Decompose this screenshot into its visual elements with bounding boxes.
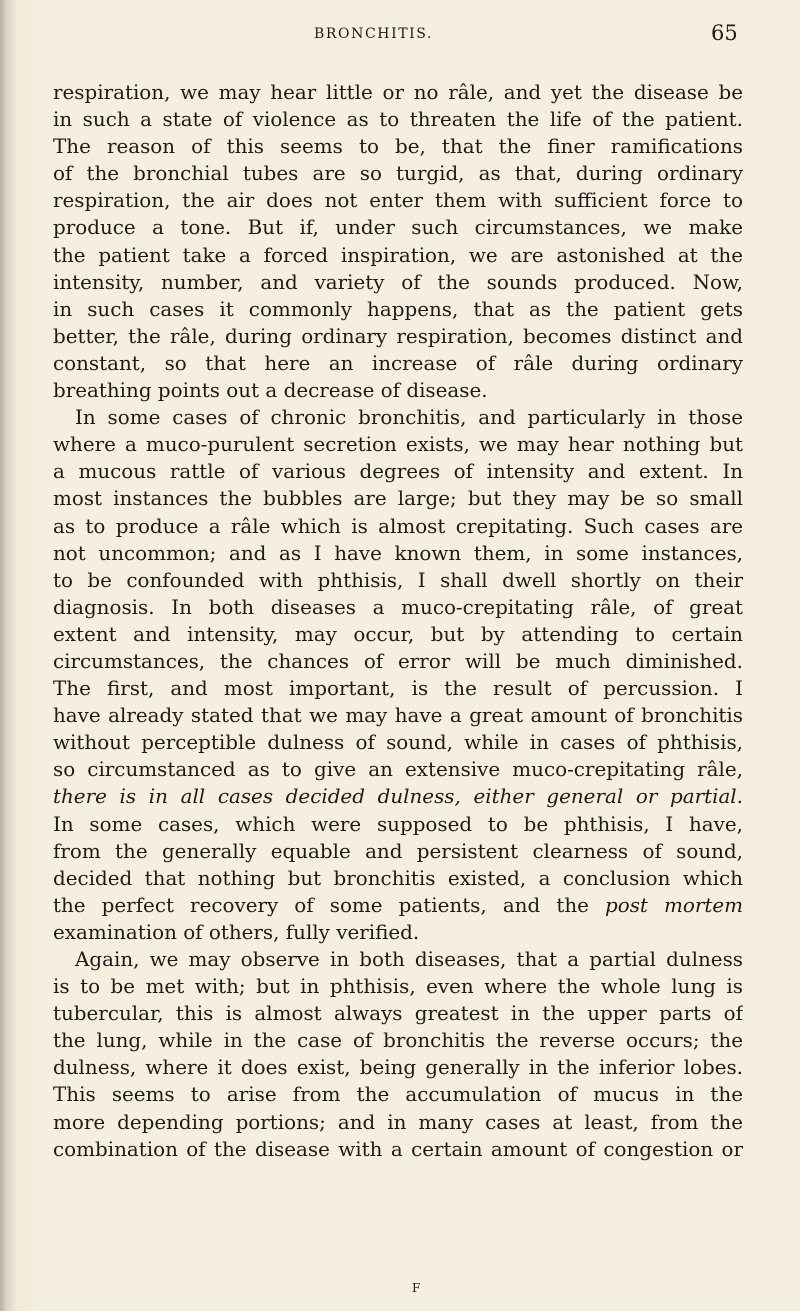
text-line: of the bronchial tubes are so turgid, as that, during ordinary: [53, 162, 743, 186]
page-number: 65: [711, 21, 738, 45]
text-span: the perfect recovery of some patients, and the: [53, 893, 589, 917]
text-line: a mucous rattle of various degrees of intensity and extent. In: [53, 460, 743, 484]
text-line: This seems to arise from the accumulation of mucus in the: [53, 1083, 743, 1107]
text-line: without perceptible dulness of sound, while in cases of phthisis,: [53, 731, 743, 755]
text-line-with-italic: [53, 892, 743, 919]
text-line: as to produce a râle which is almost crepitating. Such cases are: [53, 514, 743, 538]
text-line: extent and intensity, may occur, but by attending to certain: [53, 622, 743, 646]
text-line: combination of the disease with a certain amount of congestion or: [53, 1137, 743, 1161]
text-line: dulness, where it does exist, being generally in the inferior lobes.: [53, 1056, 743, 1080]
text-line: constant, so that here an increase of râle during ordinary: [53, 351, 743, 375]
text-line: so circumstanced as to give an extensive muco-crepitating râle,: [53, 758, 743, 782]
text-line: in such cases it commonly happens, that as the patient gets: [53, 297, 743, 321]
text-line: produce a tone. But if, under such circumstances, we make: [53, 216, 743, 240]
text-line: The first, and most important, is the result of percussion. I: [53, 677, 743, 701]
text-line: In some cases, which were supposed to be phthisis, I have,: [53, 812, 743, 836]
body-text: [53, 79, 743, 1163]
text-line: to be confounded with phthisis, I shall dwell shortly on their: [53, 568, 743, 592]
text-line: the patient take a forced inspiration, we are astonished at the: [53, 243, 743, 267]
text-line: The reason of this seems to be, that the finer ramifications: [53, 135, 743, 159]
text-line: is to be met with; but in phthisis, even where the whole lung is: [53, 975, 743, 999]
text-line: more depending portions; and in many cases at least, from the: [53, 1110, 743, 1134]
text-line: where a muco-purulent secretion exists, we may hear nothing but: [53, 433, 743, 457]
text-line: respiration, the air does not enter them with sufficient force to: [53, 189, 743, 213]
text-line: in such a state of violence as to threaten the life of the patient.: [53, 108, 743, 132]
paragraph-start-line: Again, we may observe in both diseases, that a partial dulness: [75, 948, 743, 971]
running-head: [0, 20, 800, 50]
text-line: better, the râle, during ordinary respiration, becomes distinct and: [53, 324, 743, 348]
italic-phrase: post mortem: [605, 893, 743, 917]
text-line: decided that nothing but bronchitis existed, a conclusion which: [53, 866, 743, 890]
text-line: not uncommon; and as I have known them, in some instances,: [53, 541, 743, 565]
text-line: examination of others, fully verified.: [53, 920, 420, 944]
text-line: intensity, number, and variety of the sounds produced. Now,: [53, 270, 743, 294]
signature-mark: F: [412, 1281, 421, 1295]
text-line: from the generally equable and persistent clearness of sound,: [53, 839, 743, 863]
running-title: BRONCHITIS.: [314, 26, 434, 42]
text-line: respiration, we may hear little or no râle, and yet the disease be: [53, 81, 743, 104]
italic-emphasis-line: there is in all cases decided dulness, either general or partial.: [53, 785, 743, 809]
paragraph-start-line: In some cases of chronic bronchitis, and particularly in those: [75, 406, 743, 430]
text-line: circumstances, the chances of error will be much diminished.: [53, 649, 743, 673]
text-line: breathing points out a decrease of disease.: [53, 379, 488, 403]
text-line: tubercular, this is almost always greatest in the upper parts of: [53, 1002, 743, 1026]
text-line: the lung, while in the case of bronchitis the reverse occurs; the: [53, 1029, 743, 1053]
text-line: diagnosis. In both diseases a muco-crepitating râle, of great: [53, 595, 743, 619]
text-line: most instances the bubbles are large; but they may be so small: [53, 487, 743, 511]
text-line: have already stated that we may have a great amount of bronchitis: [53, 704, 743, 728]
